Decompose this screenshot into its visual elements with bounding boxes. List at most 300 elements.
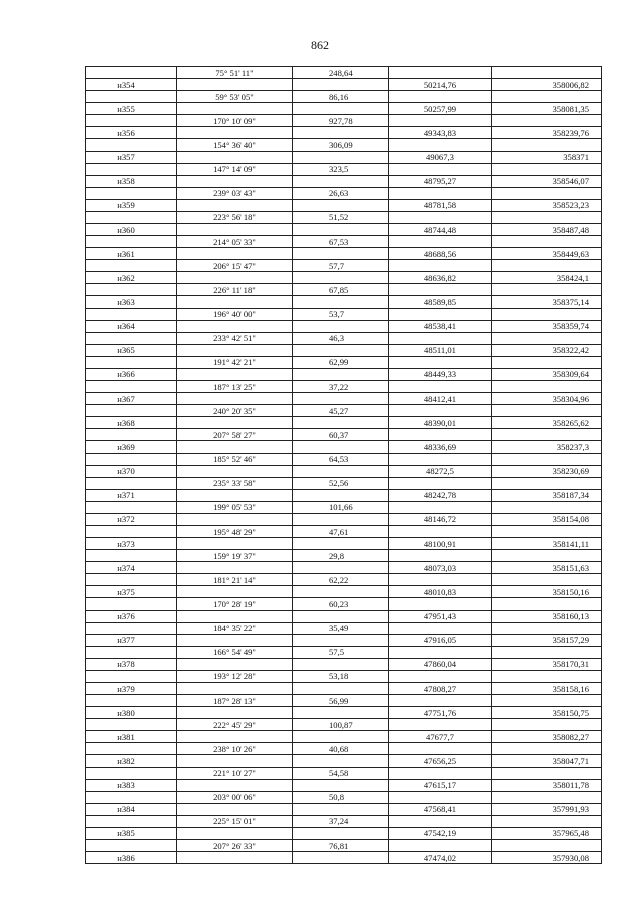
x-coordinate-cell: 48272,5 xyxy=(389,465,492,477)
segment-length-cell: 51,52 xyxy=(293,211,389,223)
y-coordinate-cell: 358546,07 xyxy=(492,175,602,187)
coordinates-table xyxy=(85,66,602,864)
empty-cell xyxy=(389,260,492,272)
empty-cell xyxy=(177,538,293,550)
empty-cell xyxy=(177,707,293,719)
empty-cell xyxy=(86,260,177,272)
point-name-cell: н363 xyxy=(86,296,177,308)
x-coordinate-cell: 47751,76 xyxy=(389,707,492,719)
empty-cell xyxy=(389,308,492,320)
segment-row xyxy=(86,453,602,465)
point-name-cell: н382 xyxy=(86,755,177,767)
empty-cell xyxy=(177,272,293,284)
point-row xyxy=(86,634,602,646)
point-row xyxy=(86,248,602,260)
empty-cell xyxy=(86,453,177,465)
empty-cell xyxy=(86,163,177,175)
point-row xyxy=(86,513,602,525)
empty-cell xyxy=(86,308,177,320)
empty-cell xyxy=(389,332,492,344)
empty-cell xyxy=(293,755,389,767)
empty-cell xyxy=(177,368,293,380)
empty-cell xyxy=(293,417,389,429)
point-row xyxy=(86,272,602,284)
empty-cell xyxy=(293,175,389,187)
empty-cell xyxy=(492,719,602,731)
y-coordinate-cell: 358359,74 xyxy=(492,320,602,332)
empty-cell xyxy=(389,574,492,586)
segment-row xyxy=(86,187,602,199)
segment-length-cell: 60,23 xyxy=(293,598,389,610)
y-coordinate-cell: 358082,27 xyxy=(492,731,602,743)
segment-length-cell: 57,5 xyxy=(293,646,389,658)
point-name-cell: н380 xyxy=(86,707,177,719)
segment-length-cell: 306,09 xyxy=(293,139,389,151)
x-coordinate-cell: 48449,33 xyxy=(389,368,492,380)
empty-cell xyxy=(86,670,177,682)
segment-length-cell: 57,7 xyxy=(293,260,389,272)
point-name-cell: н368 xyxy=(86,417,177,429)
direction-angle-cell: 181° 21' 14" xyxy=(177,574,293,586)
empty-cell xyxy=(86,622,177,634)
direction-angle-cell: 185° 52' 46" xyxy=(177,453,293,465)
segment-row xyxy=(86,139,602,151)
empty-cell xyxy=(177,779,293,791)
empty-cell xyxy=(86,211,177,223)
empty-cell xyxy=(86,139,177,151)
direction-angle-cell: 225° 15' 01" xyxy=(177,815,293,827)
segment-row xyxy=(86,670,602,682)
segment-length-cell: 52,56 xyxy=(293,477,389,489)
y-coordinate-cell: 358047,71 xyxy=(492,755,602,767)
point-name-cell: н376 xyxy=(86,610,177,622)
segment-row xyxy=(86,477,602,489)
empty-cell xyxy=(389,91,492,103)
empty-cell xyxy=(492,501,602,513)
direction-angle-cell: 187° 28' 13" xyxy=(177,695,293,707)
empty-cell xyxy=(86,381,177,393)
point-row xyxy=(86,610,602,622)
empty-cell xyxy=(177,441,293,453)
empty-cell xyxy=(177,175,293,187)
empty-cell xyxy=(492,477,602,489)
empty-cell xyxy=(293,562,389,574)
point-row xyxy=(86,199,602,211)
segment-row xyxy=(86,719,602,731)
y-coordinate-cell: 358375,14 xyxy=(492,296,602,308)
segment-length-cell: 64,53 xyxy=(293,453,389,465)
point-name-cell: н369 xyxy=(86,441,177,453)
x-coordinate-cell: 48073,03 xyxy=(389,562,492,574)
empty-cell xyxy=(389,791,492,803)
point-name-cell: н385 xyxy=(86,827,177,839)
direction-angle-cell: 191° 42' 21" xyxy=(177,356,293,368)
point-row xyxy=(86,682,602,694)
x-coordinate-cell: 50214,76 xyxy=(389,79,492,91)
point-name-cell: н370 xyxy=(86,465,177,477)
direction-angle-cell: 187° 13' 25" xyxy=(177,381,293,393)
segment-length-cell: 46,3 xyxy=(293,332,389,344)
x-coordinate-cell: 48744,48 xyxy=(389,224,492,236)
segment-row xyxy=(86,429,602,441)
segment-row xyxy=(86,405,602,417)
point-row xyxy=(86,441,602,453)
empty-cell xyxy=(389,284,492,296)
point-name-cell: н366 xyxy=(86,368,177,380)
empty-cell xyxy=(293,248,389,260)
empty-cell xyxy=(492,695,602,707)
segment-row xyxy=(86,260,602,272)
segment-length-cell: 37,24 xyxy=(293,815,389,827)
point-row xyxy=(86,803,602,815)
point-name-cell: н359 xyxy=(86,199,177,211)
point-name-cell: н377 xyxy=(86,634,177,646)
x-coordinate-cell: 48795,27 xyxy=(389,175,492,187)
empty-cell xyxy=(86,187,177,199)
empty-cell xyxy=(177,682,293,694)
empty-cell xyxy=(492,187,602,199)
point-row xyxy=(86,707,602,719)
segment-row xyxy=(86,598,602,610)
empty-cell xyxy=(293,127,389,139)
direction-angle-cell: 170° 28' 19" xyxy=(177,598,293,610)
empty-cell xyxy=(293,296,389,308)
x-coordinate-cell: 50257,99 xyxy=(389,103,492,115)
empty-cell xyxy=(293,103,389,115)
empty-cell xyxy=(389,525,492,537)
x-coordinate-cell: 48242,78 xyxy=(389,489,492,501)
direction-angle-cell: 193° 12' 28" xyxy=(177,670,293,682)
empty-cell xyxy=(389,815,492,827)
empty-cell xyxy=(177,296,293,308)
y-coordinate-cell: 357930,08 xyxy=(492,852,602,864)
empty-cell xyxy=(492,308,602,320)
x-coordinate-cell: 48412,41 xyxy=(389,393,492,405)
direction-angle-cell: 206° 15' 47" xyxy=(177,260,293,272)
x-coordinate-cell: 48781,58 xyxy=(389,199,492,211)
empty-cell xyxy=(389,163,492,175)
point-row xyxy=(86,393,602,405)
empty-cell xyxy=(293,489,389,501)
point-name-cell: н360 xyxy=(86,224,177,236)
empty-cell xyxy=(293,586,389,598)
empty-cell xyxy=(293,151,389,163)
x-coordinate-cell: 47474,02 xyxy=(389,852,492,864)
direction-angle-cell: 223° 56' 18" xyxy=(177,211,293,223)
empty-cell xyxy=(86,840,177,852)
segment-length-cell: 56,99 xyxy=(293,695,389,707)
empty-cell xyxy=(177,755,293,767)
empty-cell xyxy=(293,731,389,743)
segment-length-cell: 927,78 xyxy=(293,115,389,127)
segment-length-cell: 248,64 xyxy=(293,67,389,79)
empty-cell xyxy=(293,344,389,356)
y-coordinate-cell: 358157,29 xyxy=(492,634,602,646)
segment-row xyxy=(86,211,602,223)
x-coordinate-cell: 48100,91 xyxy=(389,538,492,550)
segment-length-cell: 67,85 xyxy=(293,284,389,296)
point-row xyxy=(86,827,602,839)
empty-cell xyxy=(86,743,177,755)
segment-row xyxy=(86,67,602,79)
empty-cell xyxy=(293,393,389,405)
empty-cell xyxy=(293,199,389,211)
empty-cell xyxy=(492,646,602,658)
empty-cell xyxy=(389,646,492,658)
y-coordinate-cell: 358150,75 xyxy=(492,707,602,719)
direction-angle-cell: 195° 48' 29" xyxy=(177,525,293,537)
empty-cell xyxy=(293,272,389,284)
empty-cell xyxy=(177,489,293,501)
empty-cell xyxy=(389,139,492,151)
point-name-cell: н375 xyxy=(86,586,177,598)
empty-cell xyxy=(389,381,492,393)
point-name-cell: н384 xyxy=(86,803,177,815)
segment-length-cell: 62,99 xyxy=(293,356,389,368)
segment-row xyxy=(86,767,602,779)
empty-cell xyxy=(177,658,293,670)
x-coordinate-cell: 47677,7 xyxy=(389,731,492,743)
point-row xyxy=(86,320,602,332)
empty-cell xyxy=(86,356,177,368)
empty-cell xyxy=(492,405,602,417)
segment-row xyxy=(86,91,602,103)
empty-cell xyxy=(389,453,492,465)
empty-cell xyxy=(389,550,492,562)
empty-cell xyxy=(86,477,177,489)
direction-angle-cell: 203° 00' 06" xyxy=(177,791,293,803)
empty-cell xyxy=(293,224,389,236)
segment-length-cell: 62,22 xyxy=(293,574,389,586)
direction-angle-cell: 238° 10' 26" xyxy=(177,743,293,755)
x-coordinate-cell: 47542,19 xyxy=(389,827,492,839)
empty-cell xyxy=(293,707,389,719)
segment-length-cell: 60,37 xyxy=(293,429,389,441)
empty-cell xyxy=(492,550,602,562)
empty-cell xyxy=(492,815,602,827)
empty-cell xyxy=(86,719,177,731)
empty-cell xyxy=(389,477,492,489)
empty-cell xyxy=(293,803,389,815)
empty-cell xyxy=(177,199,293,211)
direction-angle-cell: 235° 33' 58" xyxy=(177,477,293,489)
empty-cell xyxy=(293,538,389,550)
x-coordinate-cell: 48688,56 xyxy=(389,248,492,260)
y-coordinate-cell: 358424,1 xyxy=(492,272,602,284)
empty-cell xyxy=(492,791,602,803)
segment-length-cell: 323,5 xyxy=(293,163,389,175)
segment-row xyxy=(86,525,602,537)
x-coordinate-cell: 47951,43 xyxy=(389,610,492,622)
point-name-cell: н356 xyxy=(86,127,177,139)
page-number: 862 xyxy=(311,38,329,52)
empty-cell xyxy=(492,163,602,175)
empty-cell xyxy=(86,695,177,707)
empty-cell xyxy=(492,622,602,634)
x-coordinate-cell: 49343,83 xyxy=(389,127,492,139)
point-row xyxy=(86,852,602,864)
direction-angle-cell: 222° 45' 29" xyxy=(177,719,293,731)
empty-cell xyxy=(389,67,492,79)
point-row xyxy=(86,417,602,429)
direction-angle-cell: 240° 20' 35" xyxy=(177,405,293,417)
point-row xyxy=(86,538,602,550)
y-coordinate-cell: 358154,08 xyxy=(492,513,602,525)
direction-angle-cell: 221° 10' 27" xyxy=(177,767,293,779)
point-name-cell: н367 xyxy=(86,393,177,405)
empty-cell xyxy=(492,260,602,272)
empty-cell xyxy=(492,139,602,151)
segment-row xyxy=(86,743,602,755)
empty-cell xyxy=(177,151,293,163)
point-name-cell: н374 xyxy=(86,562,177,574)
point-row xyxy=(86,224,602,236)
empty-cell xyxy=(492,429,602,441)
x-coordinate-cell: 48336,69 xyxy=(389,441,492,453)
empty-cell xyxy=(177,79,293,91)
empty-cell xyxy=(293,441,389,453)
point-row xyxy=(86,368,602,380)
x-coordinate-cell: 49067,3 xyxy=(389,151,492,163)
y-coordinate-cell: 358487,48 xyxy=(492,224,602,236)
empty-cell xyxy=(86,115,177,127)
y-coordinate-cell: 358449,63 xyxy=(492,248,602,260)
empty-cell xyxy=(293,79,389,91)
point-row xyxy=(86,151,602,163)
direction-angle-cell: 214° 05' 33" xyxy=(177,236,293,248)
empty-cell xyxy=(86,405,177,417)
point-row xyxy=(86,344,602,356)
y-coordinate-cell: 358158,16 xyxy=(492,682,602,694)
segment-row xyxy=(86,791,602,803)
empty-cell xyxy=(389,405,492,417)
segment-length-cell: 47,61 xyxy=(293,525,389,537)
direction-angle-cell: 196° 40' 00" xyxy=(177,308,293,320)
segment-length-cell: 53,18 xyxy=(293,670,389,682)
empty-cell xyxy=(492,525,602,537)
empty-cell xyxy=(389,211,492,223)
segment-row xyxy=(86,115,602,127)
x-coordinate-cell: 48636,82 xyxy=(389,272,492,284)
empty-cell xyxy=(177,417,293,429)
empty-cell xyxy=(177,610,293,622)
empty-cell xyxy=(389,236,492,248)
x-coordinate-cell: 48010,83 xyxy=(389,586,492,598)
y-coordinate-cell: 358187,34 xyxy=(492,489,602,501)
empty-cell xyxy=(492,356,602,368)
point-name-cell: н381 xyxy=(86,731,177,743)
segment-length-cell: 100,87 xyxy=(293,719,389,731)
empty-cell xyxy=(389,695,492,707)
point-row xyxy=(86,127,602,139)
segment-length-cell: 67,53 xyxy=(293,236,389,248)
empty-cell xyxy=(293,779,389,791)
direction-angle-cell: 75° 51' 11" xyxy=(177,67,293,79)
point-name-cell: н357 xyxy=(86,151,177,163)
empty-cell xyxy=(293,465,389,477)
point-row xyxy=(86,658,602,670)
point-name-cell: н362 xyxy=(86,272,177,284)
segment-length-cell: 50,8 xyxy=(293,791,389,803)
empty-cell xyxy=(492,767,602,779)
y-coordinate-cell: 358239,76 xyxy=(492,127,602,139)
x-coordinate-cell: 47568,41 xyxy=(389,803,492,815)
empty-cell xyxy=(389,187,492,199)
empty-cell xyxy=(389,429,492,441)
empty-cell xyxy=(492,91,602,103)
empty-cell xyxy=(389,840,492,852)
segment-row xyxy=(86,695,602,707)
segment-length-cell: 54,58 xyxy=(293,767,389,779)
segment-length-cell: 26,63 xyxy=(293,187,389,199)
segment-length-cell: 35,49 xyxy=(293,622,389,634)
direction-angle-cell: 154° 36' 40" xyxy=(177,139,293,151)
empty-cell xyxy=(177,344,293,356)
empty-cell xyxy=(177,224,293,236)
empty-cell xyxy=(177,103,293,115)
segment-row xyxy=(86,284,602,296)
direction-angle-cell: 199° 05' 53" xyxy=(177,501,293,513)
point-row xyxy=(86,779,602,791)
segment-length-cell: 76,81 xyxy=(293,840,389,852)
point-row xyxy=(86,731,602,743)
segment-row xyxy=(86,550,602,562)
point-name-cell: н354 xyxy=(86,79,177,91)
direction-angle-cell: 59° 53' 05" xyxy=(177,91,293,103)
empty-cell xyxy=(389,719,492,731)
direction-angle-cell: 207° 58' 27" xyxy=(177,429,293,441)
empty-cell xyxy=(293,852,389,864)
empty-cell xyxy=(492,67,602,79)
empty-cell xyxy=(177,465,293,477)
segment-length-cell: 40,68 xyxy=(293,743,389,755)
empty-cell xyxy=(177,127,293,139)
empty-cell xyxy=(293,320,389,332)
segment-length-cell: 53,7 xyxy=(293,308,389,320)
y-coordinate-cell: 358304,96 xyxy=(492,393,602,405)
empty-cell xyxy=(492,840,602,852)
point-name-cell: н364 xyxy=(86,320,177,332)
point-name-cell: н358 xyxy=(86,175,177,187)
empty-cell xyxy=(86,525,177,537)
empty-cell xyxy=(86,815,177,827)
x-coordinate-cell: 47916,05 xyxy=(389,634,492,646)
x-coordinate-cell: 47615,17 xyxy=(389,779,492,791)
y-coordinate-cell: 358309,64 xyxy=(492,368,602,380)
point-name-cell: н378 xyxy=(86,658,177,670)
x-coordinate-cell: 47860,04 xyxy=(389,658,492,670)
segment-row xyxy=(86,622,602,634)
point-row xyxy=(86,103,602,115)
empty-cell xyxy=(177,634,293,646)
empty-cell xyxy=(389,115,492,127)
segment-row xyxy=(86,501,602,513)
point-row xyxy=(86,79,602,91)
direction-angle-cell: 170° 10' 09" xyxy=(177,115,293,127)
y-coordinate-cell: 358151,63 xyxy=(492,562,602,574)
empty-cell xyxy=(293,610,389,622)
empty-cell xyxy=(177,803,293,815)
y-coordinate-cell: 358322,42 xyxy=(492,344,602,356)
direction-angle-cell: 184° 35' 22" xyxy=(177,622,293,634)
x-coordinate-cell: 48511,01 xyxy=(389,344,492,356)
y-coordinate-cell: 358160,13 xyxy=(492,610,602,622)
point-name-cell: н361 xyxy=(86,248,177,260)
point-name-cell: н355 xyxy=(86,103,177,115)
empty-cell xyxy=(177,562,293,574)
segment-length-cell: 101,66 xyxy=(293,501,389,513)
y-coordinate-cell: 357965,48 xyxy=(492,827,602,839)
